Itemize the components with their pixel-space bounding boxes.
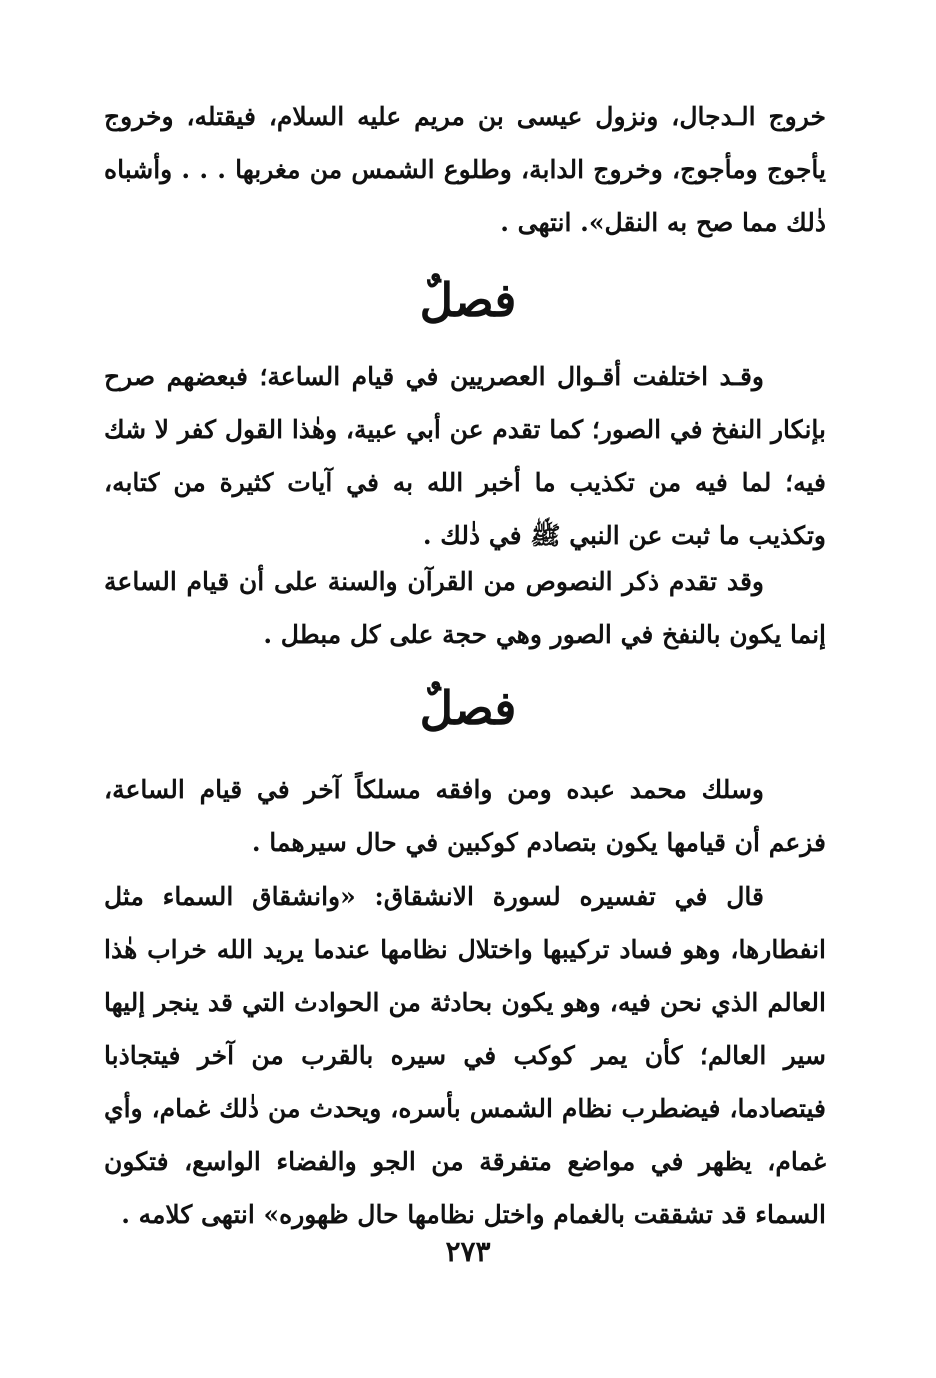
section-heading-2: فصلٌ: [419, 681, 517, 735]
paragraph-texts-evidence: وقد تقدم ذكر النصوص من القرآن والسنة على أن قيام الساعة إنما يكون بالنفخ في الصور وهي حجة على كل مبطل .: [104, 567, 826, 649]
paragraph-tafsir-quote: قال في تفسيره لسورة الانشقاق: «وانشقاق السماء مثل انفطارها، وهو فساد تركيبها واختلال نظامها عندما يريد الله خراب هٰذا العالم الذي نحن فيه، وهو يكون بحادثة من الحوادث التي قد ينجر إليها سير العالم؛ كأن يمر كوكب في سيره بالقرب من آخر فيتجاذبا فيتصادما، فيضطرب نظام الشمس بأسره، ويحدث من ذٰلك غمام، وأي غمام، يظهر في مواضع متفرقة من الجو والفضاء الواسع، فتكون السماء قد تشققت بالغمام واختل نظامها حال ظهوره» انتهى كلامه .: [104, 882, 826, 1229]
paragraph-muhammad-abduh: وسلك محمد عبده ومن وافقه مسلكاً آخر في قيام الساعة، فزعم أن قيامها يكون بتصادم كوكبين في حال سيرهما .: [104, 775, 826, 857]
page-number: ٢٧٣: [445, 1235, 491, 1268]
paragraph-continuation: خروج الـدجال، ونزول عيسى بن مريم عليه السلام، فيقتله، وخروج يأجوج ومأجوج، وخروج الدابة، وطلوع الشمس من مغربها . . . وأشباه ذٰلك مما صح به النقل». انتهى .: [104, 102, 826, 237]
section-heading-1: فصلٌ: [419, 273, 517, 327]
paragraph-denial-of-trumpet: وقـد اختلفت أقـوال العصريين في قيام الساعة؛ فبعضهم صرح بإنكار النفخ في الصور؛ كما تقدم عن أبي عبية، وهٰذا القول كفر لا شك فيه؛ لما فيه من تكذيب ما أخبر الله به في آيات كثيرة من كتابه، وتكذيب ما ثبت عن النبي ﷺ في ذٰلك .: [104, 362, 826, 550]
